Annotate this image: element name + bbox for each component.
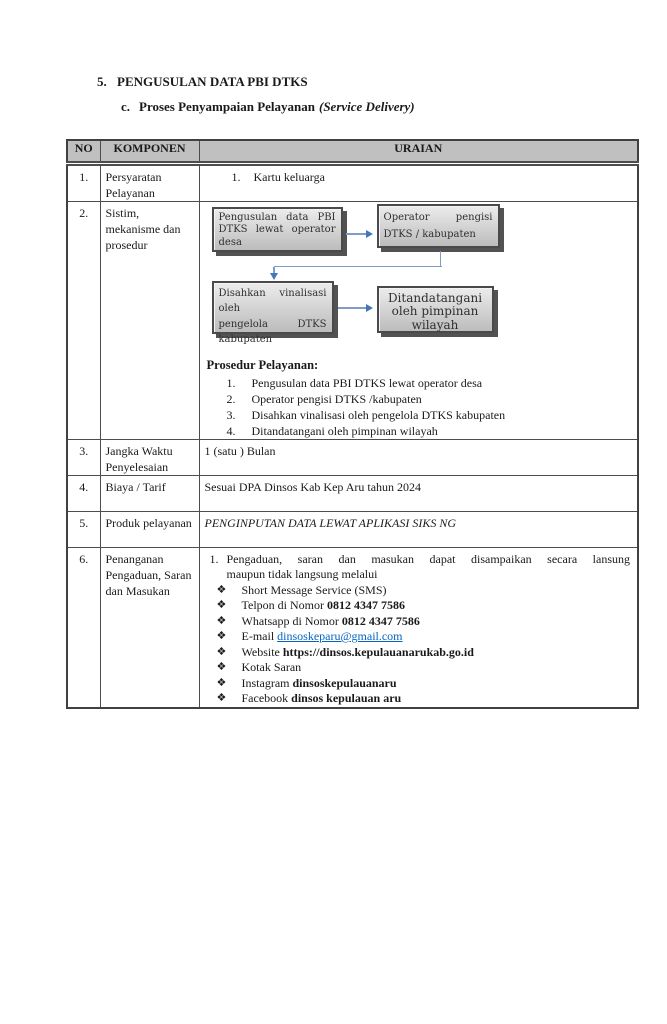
row3-komponen: Jangka Waktu Penyelesaian: [100, 439, 199, 475]
channel-website: ❖ Website https://dinsos.kepulauanarukab.go.id: [216, 644, 474, 659]
whatsapp-number: 0812 4347 7586: [341, 613, 420, 628]
email-link[interactable]: dinsoskeparu@gmail.com: [277, 629, 403, 643]
table-row-biaya: [67, 475, 638, 511]
flow-arrow-down-icon: [270, 267, 279, 280]
diamond-bullet-icon: ❖: [216, 661, 227, 673]
diamond-bullet-icon: ❖: [216, 614, 227, 627]
row1-item: [205, 169, 631, 185]
header-uraian: URAIAN: [199, 140, 638, 163]
sub-title: Proses Penyampaian Pelayanan: [139, 99, 315, 114]
channel-email: ❖ E-mail dinsoskeparu@gmail.com: [216, 629, 403, 643]
row5-no: 5.: [67, 511, 100, 547]
table-row-jangka-waktu: [67, 439, 638, 475]
header-no: NO: [67, 140, 100, 163]
row4-komponen: Biaya / Tarif: [100, 475, 199, 511]
table-header-row: [67, 140, 638, 163]
complaint-intro: 1. Pengaduan, saran dan masukan dapat disampaikan secara lansung maupun tidak langsung melalui: [209, 551, 630, 581]
flow-connector-horizontal: [274, 266, 442, 268]
instagram-handle: dinsoskepulauanaru: [292, 675, 397, 690]
row4-no: 4.: [67, 475, 100, 511]
row1-item-text: Kartu keluarga: [253, 169, 325, 184]
diamond-bullet-icon: ❖: [216, 599, 227, 611]
service-delivery-table: [66, 139, 639, 709]
section-heading: [97, 74, 308, 90]
row3-no: 3.: [67, 439, 100, 475]
table-row-pengaduan: [67, 547, 638, 708]
flowchart: [200, 202, 638, 352]
section-number: 5.: [97, 74, 107, 89]
sub-title-italic: (Service Delivery): [319, 99, 415, 114]
row2-komponen: Sistim, mekanisme dan prosedur: [100, 201, 199, 439]
diamond-bullet-icon: ❖: [216, 583, 227, 596]
row1-item-number: 1.: [231, 169, 241, 184]
procedure-item: 3. Disahkan vinalisasi oleh pengelola DTKS kabupaten: [226, 407, 506, 422]
table-row-persyaratan: [67, 163, 638, 201]
row4-uraian: Sesuai DPA Dinsos Kab Kep Aru tahun 2024: [199, 475, 638, 511]
flow-box-disahkan: Disahkan vinalisasi oleh pengelola DTKS kabupaten: [212, 281, 334, 334]
website-url: https://dinsos.kepulauanarukab.go.id: [282, 644, 474, 659]
flow-arrow-right-icon: [346, 230, 373, 239]
row6-komponen: Penanganan Pengaduan, Saran dan Masukan: [100, 547, 199, 708]
diamond-bullet-icon: ❖: [216, 645, 227, 658]
procedure-item: 2. Operator pengisi DTKS /kabupaten: [226, 391, 422, 406]
channel-telpon: ❖ Telpon di Nomor 0812 4347 7586: [216, 598, 405, 612]
row1-komponen: Persyaratan Pelayanan: [100, 163, 199, 201]
row3-uraian: 1 (satu ) Bulan: [199, 439, 638, 475]
channel-whatsapp: ❖ Whatsapp di Nomor 0812 4347 7586: [216, 613, 420, 628]
sub-letter: c.: [121, 99, 131, 114]
procedure-item: 4. Ditandatangani oleh pimpinan wilayah: [226, 423, 438, 438]
row5-uraian: PENGINPUTAN DATA LEWAT APLIKASI SIKS NG: [199, 511, 638, 547]
flow-box-pengusulan: Pengusulan data PBI DTKS lewat operator desa: [212, 207, 343, 252]
flow-connector-vertical: [440, 251, 442, 267]
procedure-title: Prosedur Pelayanan:: [206, 357, 319, 372]
procedure-list: [227, 375, 638, 439]
header-komponen: KOMPONEN: [100, 140, 199, 163]
channel-kotak-saran: ❖ Kotak Saran: [216, 660, 302, 674]
phone-number: 0812 4347 7586: [326, 598, 405, 612]
diamond-bullet-icon: ❖: [216, 692, 227, 704]
channel-facebook: ❖ Facebook dinsos kepulauan aru: [216, 691, 402, 705]
channel-list: [200, 583, 631, 707]
row5-komponen: Produk pelayanan: [100, 511, 199, 547]
row6-no: 6.: [67, 547, 100, 708]
flow-box-operator: Operator pengisi DTKS / kabupaten: [377, 204, 500, 248]
section-title: PENGUSULAN DATA PBI DTKS: [117, 74, 308, 89]
row1-no: 1.: [67, 163, 100, 201]
row2-no: 2.: [67, 201, 100, 439]
diamond-bullet-icon: ❖: [216, 630, 227, 642]
sub-heading: [121, 99, 415, 115]
facebook-handle: dinsos kepulauan aru: [291, 691, 402, 705]
diamond-bullet-icon: ❖: [216, 676, 227, 689]
flow-arrow-right-icon: [338, 304, 373, 313]
procedure-item: 1. Pengusulan data PBI DTKS lewat operator desa: [226, 375, 483, 390]
flow-box-ditandatangani: Ditandatangani oleh pimpinan wilayah: [377, 286, 494, 333]
channel-instagram: ❖ Instagram dinsoskepulauanaru: [216, 675, 397, 690]
table-row-produk: [67, 511, 638, 547]
table-row-sistim: [67, 201, 638, 439]
channel-sms: ❖ Short Message Service (SMS): [216, 582, 387, 597]
